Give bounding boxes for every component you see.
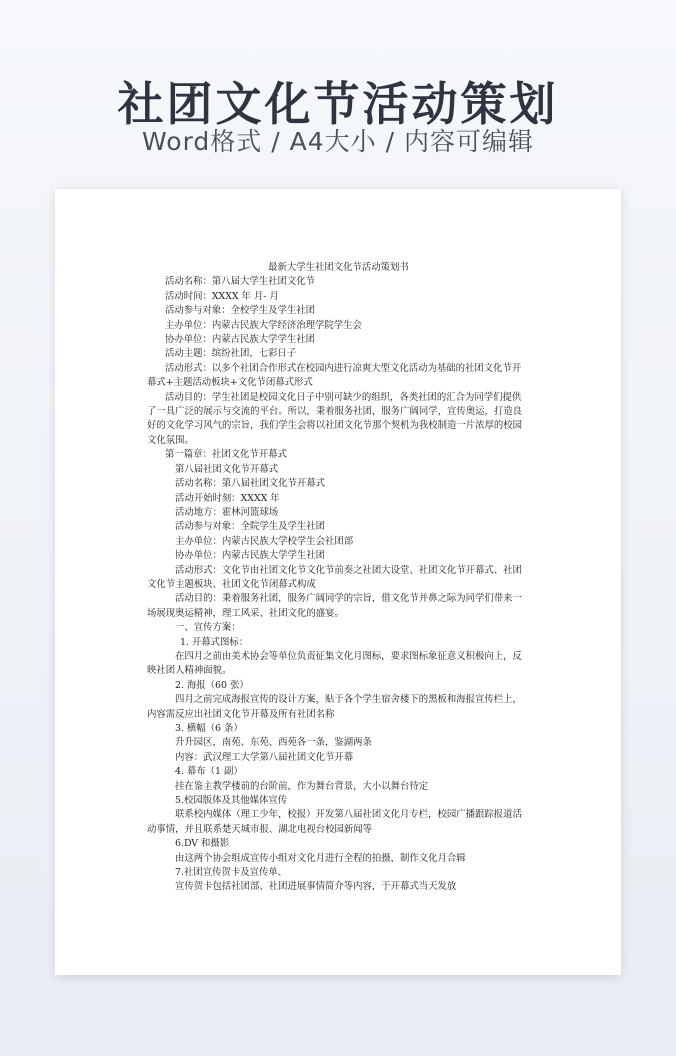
doc-line: 活动名称：第八届社团文化节开幕式 (175, 478, 326, 490)
list-item-heading: 1. 开幕式图标： (180, 636, 249, 648)
doc-line: 升升园区，南苑、东苑、西苑各一条，鉴湖两条 (175, 737, 372, 749)
list-item-heading: 6.DV 和摄影 (175, 838, 230, 850)
doc-paragraph: 联系校内媒体（理工少年，校报）开发第八届社团文化月专栏，校园广播跟踪报道活动事情，并且联系楚天城市报、湖北电视台校园新闻等 (147, 809, 522, 835)
doc-paragraph: 活动目的：学生社团是校园文化日子中别可缺少的组织，各类社团的汇合为同学们提供了一具广泛的展示与交流的平台。所以，秉着服务社团，服务广阔同学，宣传奥运，打造良好的文化学习风气的宗旨，我们学生会将以社团文化节那个契机为我校制造一片浓厚的校园文化氛围。 (147, 391, 523, 446)
doc-line: 挂在鉴主教学楼前的台阶前，作为舞台背景，大小以舞台待定 (175, 780, 429, 792)
list-item-heading: 5.校园版体及其他媒体宣传 (175, 795, 288, 807)
doc-line: 活动开始时刻：XXXX 年 (175, 492, 280, 504)
section-heading: 第一篇章：社团文化节开幕式 (165, 449, 287, 461)
doc-line: 主办单位：内蒙古民族大学校学生会社团部 (175, 535, 354, 547)
section-heading: 一、宣传方案： (175, 622, 241, 634)
doc-line: 宣传贺卡包括社团部、社团进展事情简介等内容，于开幕式当天发放 (175, 881, 457, 893)
doc-line: 第八届社团文化节开幕式 (175, 463, 279, 475)
doc-paragraph: 活动目的：秉着服务社团，服务广阔同学的宗旨，借文化节并鼻之际为同学们带来一场展现奥运精神，理工风采、社团文化的盛宴。 (147, 593, 522, 619)
doc-paragraph: 四月之前完成海报宣传的设计方案，贴于各个学生宿舍楼下的黑板和海报宣传栏上，内容需反应出社团文化节开幕及所有社团名称 (147, 694, 522, 720)
doc-paragraph: 活动形式：文化节由社团文化节文化节前奏之社团大设堂、社团文化节开幕式、社团文化节主题板块、社团文化节闭幕式构成 (147, 564, 522, 590)
doc-line: 协办单位：内蒙古民族大学学生社团 (175, 550, 326, 562)
doc-paragraph: 活动形式：以多个社团合作形式在校园内进行凉爽大型文化活动为基础的社团文化节开幕式+主题活动板块+文化节闭幕式形式 (147, 362, 522, 389)
banner-subtitle: Word格式 / A4大小 / 内容可编辑 (142, 127, 534, 156)
doc-line: 主办单位：内蒙古民族大学经济治理学院学生会 (165, 319, 362, 331)
doc-line: 活动主题：缤纷社团，七彩日子 (165, 348, 297, 360)
doc-line: 活动名称：第八届大学生社团文化节 (165, 276, 316, 288)
list-item-heading: 7.社团宣传贺卡及宣传单、 (175, 867, 288, 879)
banner-title: 社团文化节活动策划 (117, 77, 559, 131)
document-title: 最新大学生社团文化节活动策划书 (268, 262, 409, 273)
list-item-heading: 3. 横幅（6 条） (175, 723, 243, 734)
doc-line: 由这两个协会组成宣传小组对文化月进行全程的拍摄，制作文化月合辑 (175, 852, 466, 864)
document-page (55, 189, 621, 975)
doc-line: 活动时间：XXXX 年 月- 月 (165, 290, 279, 302)
doc-line: 活动地方：霍林河篮球场 (175, 506, 279, 518)
doc-line: 活动参与对象：全院学生及学生社团 (175, 521, 326, 533)
doc-line: 协办单位：内蒙古民族大学学生社团 (165, 334, 316, 346)
list-item-heading: 4. 幕布（1 副） (175, 766, 243, 778)
doc-line: 活动参与对象：全校学生及学生社团 (165, 305, 316, 317)
list-item-heading: 2. 海报（60 张） (175, 679, 249, 691)
doc-line: 内容：武汉理工大学第八届社团文化节开幕 (175, 751, 354, 763)
doc-paragraph: 在四月之前由美术协会等单位负责征集文化月图标，要求图标象征意义积极向上，反映社团人精神面貌。 (147, 650, 522, 677)
document-body (147, 261, 530, 895)
